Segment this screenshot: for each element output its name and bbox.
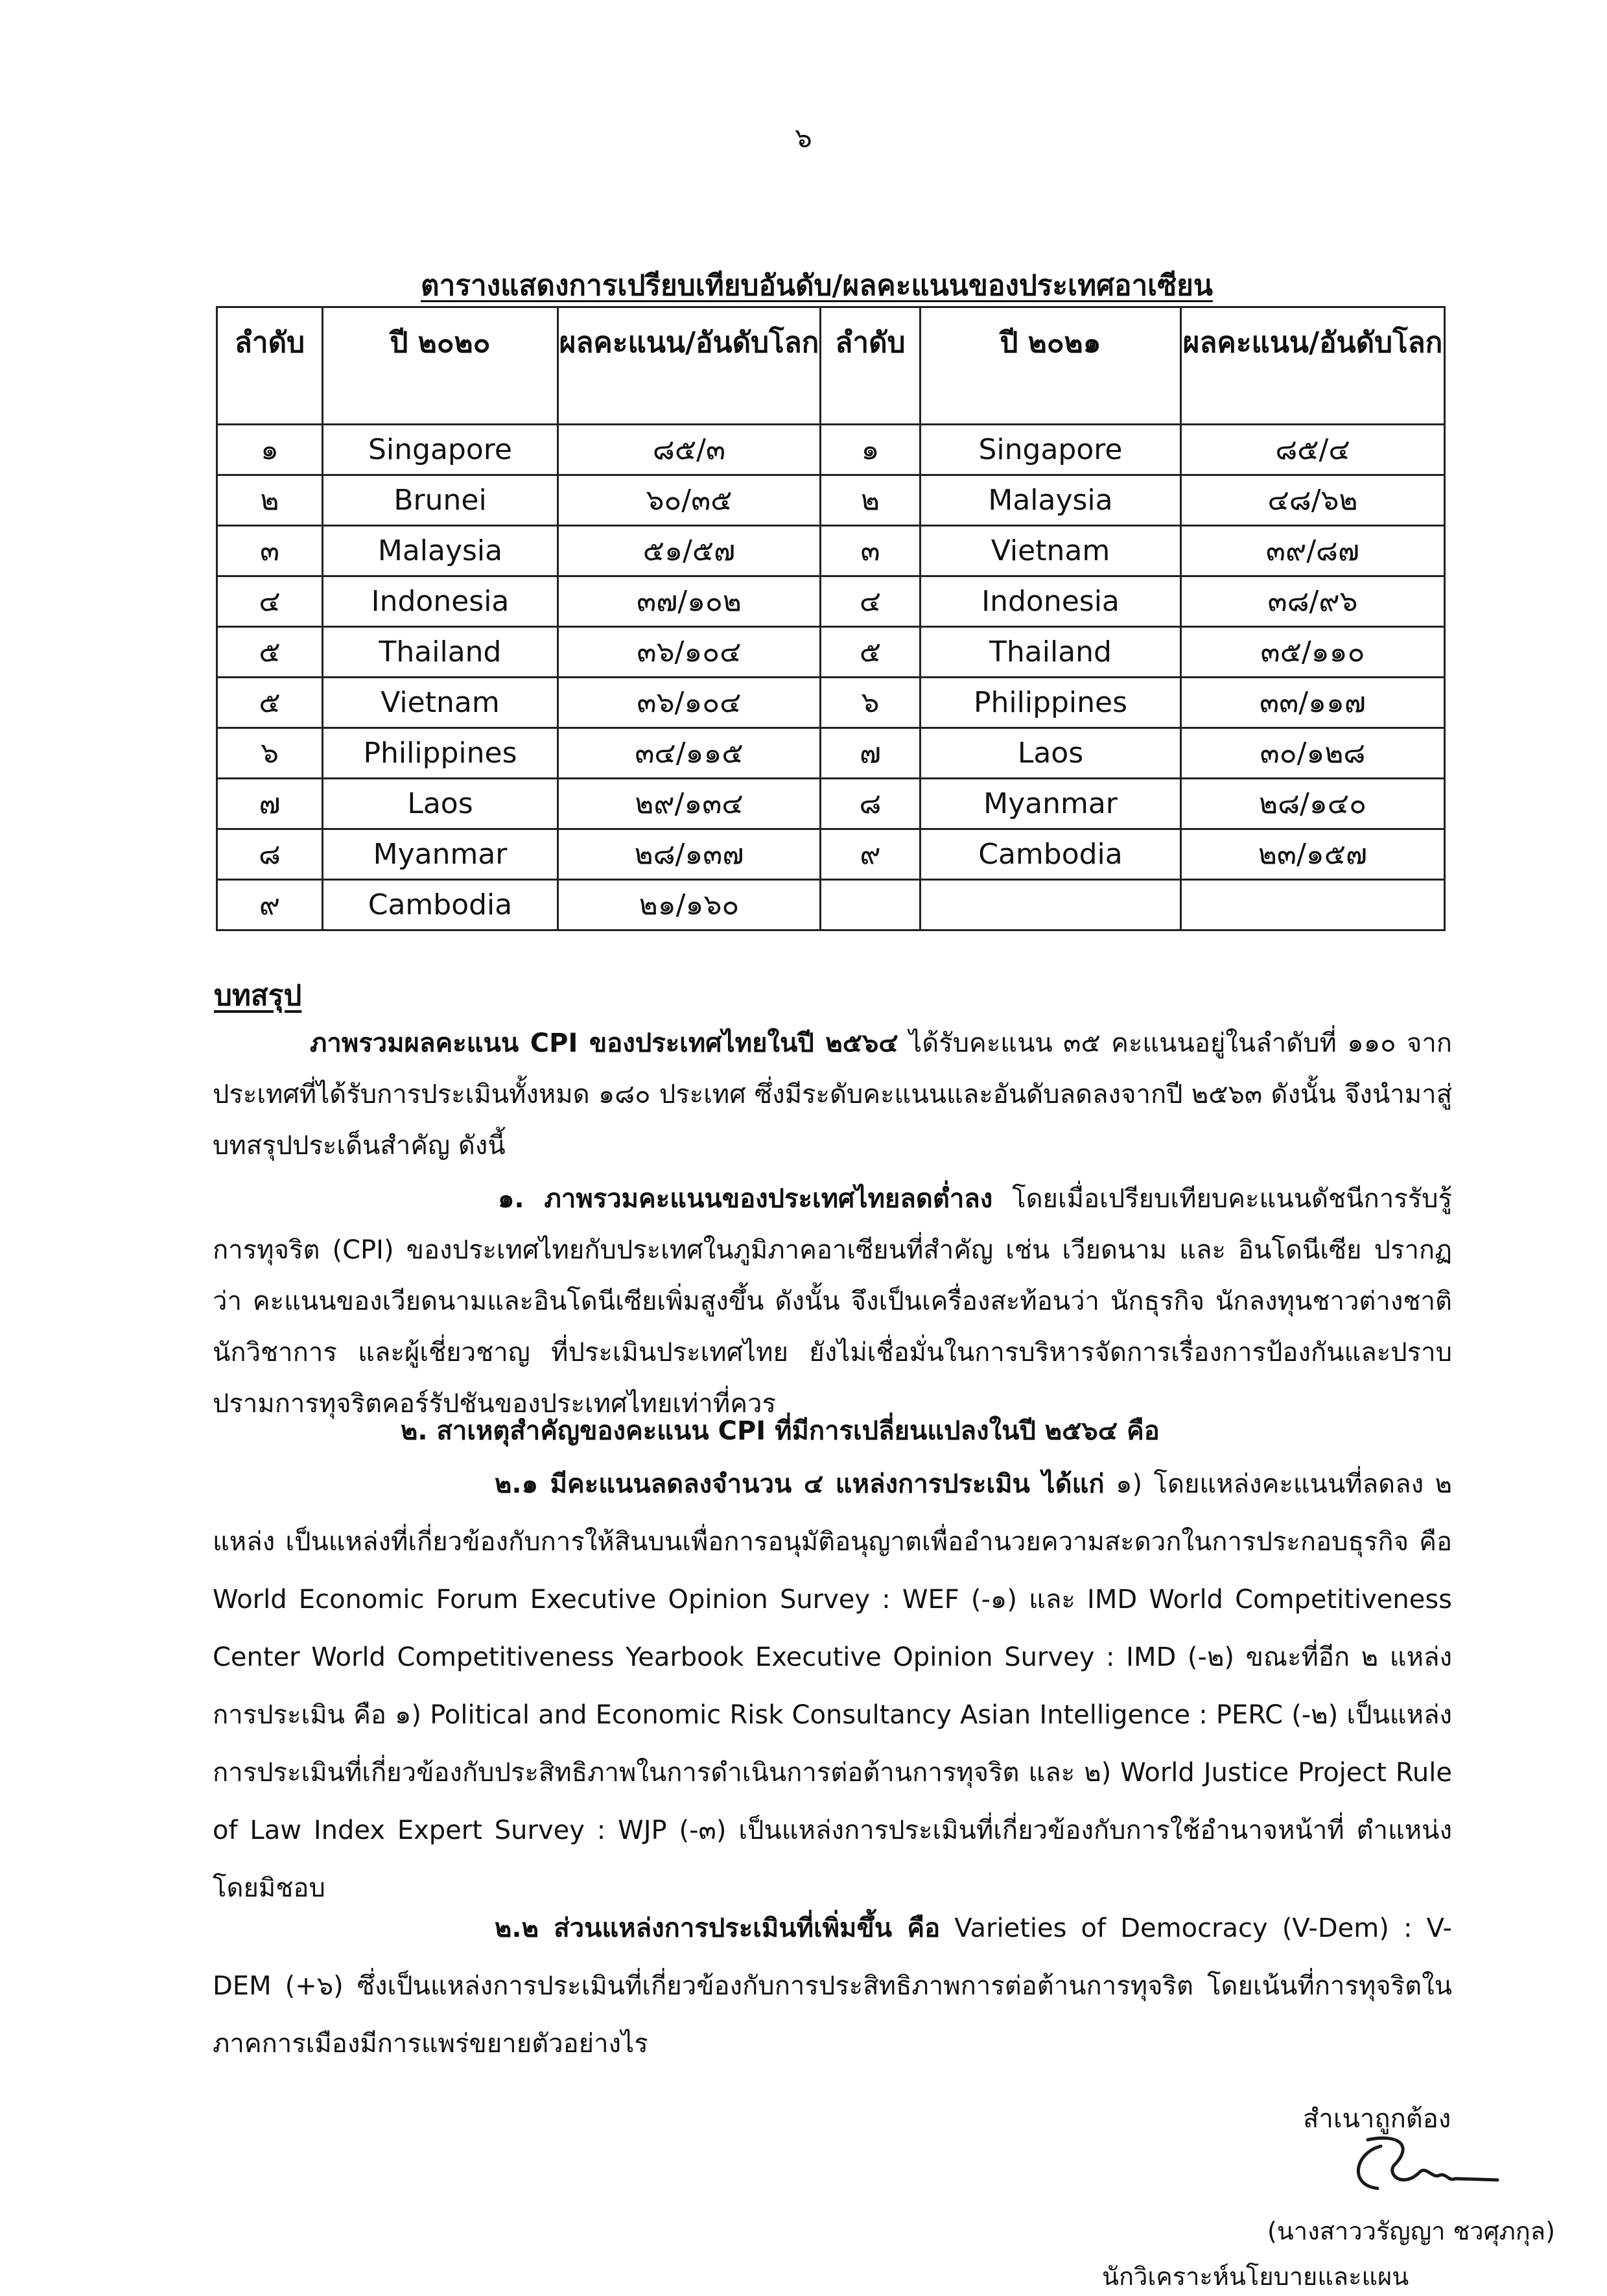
header-score-2020: ผลคะแนน/อันดับโลก xyxy=(558,307,821,425)
cell-country-2021 xyxy=(921,880,1181,930)
table-row xyxy=(217,829,1445,880)
cell-score-2020: ๖๐/๓๕ xyxy=(558,475,821,526)
signer-name: (นางสาววรัญญา ชวศุภกุล) xyxy=(1267,2217,1555,2245)
cell-rank-2021: ๕ xyxy=(821,627,921,678)
cell-score-2020: ๓๖/๑๐๔ xyxy=(558,678,821,728)
cell-score-2021: ๘๕/๔ xyxy=(1181,425,1445,475)
summary-p3-bold: ๒.๑ มีคะแนนลดลงจำนวน ๔ แหล่งการประเมิน ได้แก่ xyxy=(495,1469,1105,1499)
table-row xyxy=(217,728,1445,779)
cell-rank-2021: ๔ xyxy=(821,576,921,627)
cell-score-2021: ๓๘/๙๖ xyxy=(1181,576,1445,627)
cell-score-2021: ๓๕/๑๑๐ xyxy=(1181,627,1445,678)
cell-rank-2021: ๑ xyxy=(821,425,921,475)
summary-p1-bold: ภาพรวมผลคะแนน CPI ของประเทศไทยในปี ๒๕๖๔ xyxy=(310,1028,898,1058)
cell-country-2021: Thailand xyxy=(921,627,1181,678)
cell-score-2021: ๒๓/๑๕๗ xyxy=(1181,829,1445,880)
summary-p2-text: โดยเมื่อเปรียบเทียบคะแนนดัชนีการรับรู้การทุจริต (CPI) ของประเทศไทยกับประเทศในภูมิภาคอาเซียนที่สำคัญ เช่น เวียดนาม และ อินโดนีเซีย ปรากฏว่า คะแนนของเวียดนามและอินโดนีเซียเพิ่มสูงขึ้น ดังนั้น จึงเป็นเครื่องสะท้อนว่า นักธุรกิจ นักลงทุนชาวต่างชาติ นักวิชาการ และผู้เชี่ยวชาญ ที่ประเมินประเทศไทย ยังไม่เชื่อมั่นในการบริหารจัดการเรื่องการป้องกันและปราบปรามการทุจริตคอร์รัปชันของประเทศไทยเท่าที่ควร xyxy=(213,1184,1452,1419)
cell-score-2021: ๒๘/๑๔๐ xyxy=(1181,779,1445,829)
cell-country-2021: Singapore xyxy=(921,425,1181,475)
cell-country-2020: Laos xyxy=(323,779,558,829)
summary-p4-text: Varieties of Democracy (V-Dem) : V-DEM (+๖) ซึ่งเป็นแหล่งการประเมินที่เกี่ยวข้องกับการประสิทธิภาพการต่อต้านการทุจริต โดยเน้นที่การทุจริตในภาคการเมืองมีการแพร่ขยายตัวอย่างไร xyxy=(213,1913,1452,2059)
summary-p2-bold: ๑. ภาพรวมคะแนนของประเทศไทยลดต่ำลง xyxy=(498,1184,993,1214)
cell-score-2020: ๓๖/๑๐๔ xyxy=(558,627,821,678)
header-score-2021: ผลคะแนน/อันดับโลก xyxy=(1181,307,1445,425)
cell-score-2020: ๒๘/๑๓๗ xyxy=(558,829,821,880)
cell-rank-2020: ๙ xyxy=(217,880,323,930)
cell-rank-2020: ๕ xyxy=(217,627,323,678)
cell-rank-2020: ๖ xyxy=(217,728,323,779)
cell-score-2020: ๒๙/๑๓๔ xyxy=(558,779,821,829)
summary-paragraph-2-1 xyxy=(213,1456,1452,1917)
summary-p4-bold: ๒.๒ ส่วนแหล่งการประเมินที่เพิ่มขึ้น คือ xyxy=(495,1913,941,1943)
cell-rank-2021 xyxy=(821,880,921,930)
signature-mark xyxy=(1342,2127,1504,2205)
cell-country-2020: Cambodia xyxy=(323,880,558,930)
cell-country-2021: Vietnam xyxy=(921,526,1181,576)
cell-score-2021: ๔๘/๖๒ xyxy=(1181,475,1445,526)
cell-score-2020: ๕๑/๕๗ xyxy=(558,526,821,576)
cell-country-2021: Myanmar xyxy=(921,779,1181,829)
cell-country-2020: Singapore xyxy=(323,425,558,475)
cell-rank-2021: ๒ xyxy=(821,475,921,526)
summary-p1-text: ได้รับคะแนน ๓๕ คะแนนอยู่ในลำดับที่ ๑๑๐ จากประเทศที่ได้รับการประเมินทั้งหมด ๑๘๐ ประเทศ ซึ่งมีระดับคะแนนและอันดับลดลงจากปี ๒๕๖๓ ดังนั้น จึงนำมาสู่บทสรุปประเด็นสำคัญ ดังนี้ xyxy=(213,1028,1452,1161)
summary-subheading-2 xyxy=(213,1406,1607,1457)
table-row xyxy=(217,880,1445,930)
table-row xyxy=(217,678,1445,728)
table-row xyxy=(217,526,1445,576)
cell-country-2021: Malaysia xyxy=(921,475,1181,526)
cell-score-2020: ๘๕/๓ xyxy=(558,425,821,475)
summary-paragraph-2-2 xyxy=(213,1900,1452,2073)
cell-score-2021 xyxy=(1181,880,1445,930)
cell-rank-2020: ๗ xyxy=(217,779,323,829)
cell-country-2021: Cambodia xyxy=(921,829,1181,880)
table-title: ตารางแสดงการเปรียบเทียบอันดับ/ผลคะแนนของประเทศอาเซียน xyxy=(421,269,1213,302)
header-year-2020: ปี ๒๐๒๐ xyxy=(323,307,558,425)
cell-score-2020: ๒๑/๑๖๐ xyxy=(558,880,821,930)
cell-country-2020: Thailand xyxy=(323,627,558,678)
cell-country-2020: Philippines xyxy=(323,728,558,779)
cell-rank-2020: ๕ xyxy=(217,678,323,728)
cell-country-2021: Philippines xyxy=(921,678,1181,728)
cell-country-2020: Vietnam xyxy=(323,678,558,728)
cell-rank-2020: ๒ xyxy=(217,475,323,526)
cell-country-2020: Malaysia xyxy=(323,526,558,576)
page-number: ๖ xyxy=(795,122,812,154)
header-rank-2020: ลำดับ xyxy=(217,307,323,425)
cell-score-2021: ๓๐/๑๒๘ xyxy=(1181,728,1445,779)
cell-score-2021: ๓๓/๑๑๗ xyxy=(1181,678,1445,728)
cell-rank-2020: ๑ xyxy=(217,425,323,475)
table-row xyxy=(217,779,1445,829)
header-rank-2021: ลำดับ xyxy=(821,307,921,425)
cell-rank-2021: ๗ xyxy=(821,728,921,779)
cell-country-2021: Indonesia xyxy=(921,576,1181,627)
cell-country-2020: Brunei xyxy=(323,475,558,526)
summary-p3-text: ๑) โดยแหล่งคะแนนที่ลดลง ๒ แหล่ง เป็นแหล่งที่เกี่ยวข้องกับการให้สินบนเพื่อการอนุมัติอนุญาตเพื่ออำนวยความสะดวกในการประกอบธุรกิจ คือ World Economic Forum Executive Opinion Survey : WEF (-๑) และ IMD World Competitiveness Center World Competitiveness Yearbook Executive Opinion Survey : IMD (-๒) ขณะที่อีก ๒ แหล่งการประเมิน คือ ๑) Political and Economic Risk Consultancy Asian Intelligence : PERC (-๒) เป็นแหล่งการประเมินที่เกี่ยวข้องกับประสิทธิภาพในการดำเนินการต่อต้านการทุจริต และ ๒) World Justice Project Rule of Law Index Expert Survey : WJP (-๓) เป็นแหล่งการประเมินที่เกี่ยวข้องกับการใช้อำนาจหน้าที่ ตำแหน่งโดยมิชอบ xyxy=(213,1469,1452,1903)
summary-h2-text: ๒. สาเหตุสำคัญของคะแนน CPI ที่มีการเปลี่ยนแปลงในปี ๒๕๖๔ คือ xyxy=(401,1416,1160,1446)
table-row xyxy=(217,425,1445,475)
table-header-row xyxy=(217,307,1445,425)
table-row xyxy=(217,576,1445,627)
cell-rank-2021: ๘ xyxy=(821,779,921,829)
cell-country-2020: Indonesia xyxy=(323,576,558,627)
cell-rank-2020: ๘ xyxy=(217,829,323,880)
cell-score-2020: ๓๗/๑๐๒ xyxy=(558,576,821,627)
header-year-2021: ปี ๒๐๒๑ xyxy=(921,307,1181,425)
cell-rank-2020: ๓ xyxy=(217,526,323,576)
cell-rank-2020: ๔ xyxy=(217,576,323,627)
cell-rank-2021: ๓ xyxy=(821,526,921,576)
cell-rank-2021: ๙ xyxy=(821,829,921,880)
cell-country-2020: Myanmar xyxy=(323,829,558,880)
summary-heading: บทสรุป xyxy=(214,979,302,1012)
cell-score-2021: ๓๙/๘๗ xyxy=(1181,526,1445,576)
summary-paragraph-1 xyxy=(213,1018,1452,1172)
cell-score-2020: ๓๔/๑๑๕ xyxy=(558,728,821,779)
cell-country-2021: Laos xyxy=(921,728,1181,779)
certified-copy-label: สำเนาถูกต้อง xyxy=(1303,2104,1451,2134)
table-row xyxy=(217,475,1445,526)
asean-comparison-table xyxy=(216,306,1446,931)
signer-title-cutoff: นักวิเคราะห์นโยบายและแผน xyxy=(1102,2262,1409,2291)
summary-paragraph-2 xyxy=(213,1174,1452,1430)
table-row xyxy=(217,627,1445,678)
cell-rank-2021: ๖ xyxy=(821,678,921,728)
